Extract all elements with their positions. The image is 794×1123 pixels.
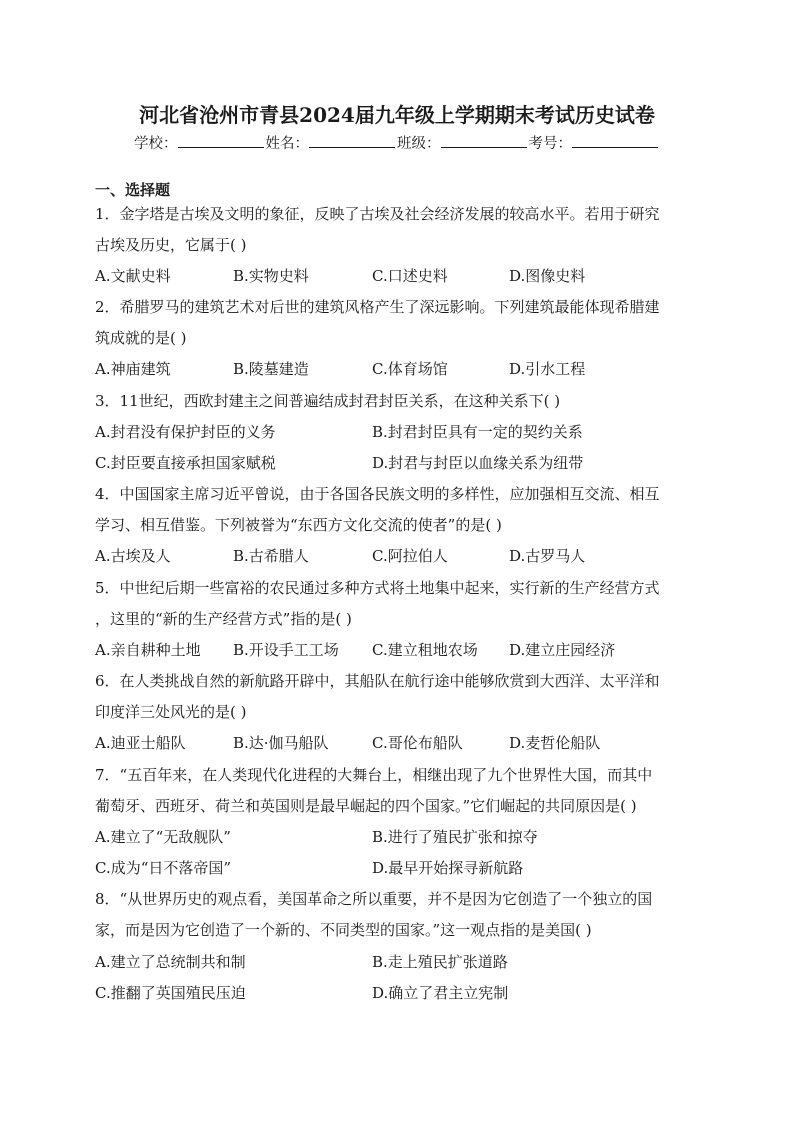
question-5-line-2: ，这里的“新的生产经营方式”指的是( ) bbox=[95, 610, 352, 628]
question-1-line-2: 古埃及历史，它属于( ) bbox=[95, 236, 247, 254]
question-4-line-1: 4．中国国家主席习近平曾说，由于各国各民族文明的多样性，应加强相互交流、相互 bbox=[95, 485, 660, 503]
question-6-line-2: 印度洋三处风光的是( ) bbox=[95, 703, 247, 721]
question-8-line-1: 8．“从世界历史的观点看，美国革命之所以重要，并不是因为它创造了一个独立的国 bbox=[95, 890, 653, 908]
number-label: 考号： bbox=[528, 136, 572, 152]
question-8-line-2: 家，而是因为它创造了一个新的、不同类型的国家。”这一观点指的是美国( ) bbox=[95, 921, 592, 939]
question-3-option-b: B.封君封臣具有一定的契约关系 bbox=[372, 423, 583, 441]
question-2-option-b: B.陵墓建造 bbox=[233, 360, 309, 378]
question-7-option-b: B.进行了殖民扩张和掠夺 bbox=[372, 828, 538, 846]
question-1-option-a: A.文献史料 bbox=[95, 267, 171, 285]
question-7-option-a: A.建立了“无敌舰队” bbox=[95, 828, 231, 846]
question-1-option-c: C.口述史料 bbox=[372, 267, 448, 285]
question-6-line-1: 6．在人类挑战自然的新航路开辟中，其船队在航行途中能够欣赏到大西洋、太平洋和 bbox=[95, 672, 660, 690]
question-8-option-d: D.确立了君主立宪制 bbox=[372, 984, 509, 1002]
question-7-line-1: 7．“五百年来，在人类现代化进程的大舞台上，相继出现了九个世界性大国，而其中 bbox=[95, 766, 653, 784]
question-6-option-a: A.迪亚士船队 bbox=[95, 734, 186, 752]
question-5-line-1: 5．中世纪后期一些富裕的农民通过多种方式将土地集中起来，实行新的生产经营方式 bbox=[95, 579, 660, 597]
question-2-options bbox=[95, 358, 715, 380]
question-3-option-c: C.封臣要直接承担国家赋税 bbox=[95, 454, 276, 472]
section-heading: 一、选择题 bbox=[95, 181, 171, 199]
question-1-line-1: 1．金字塔是古埃及文明的象征，反映了古埃及社会经济发展的较高水平。若用于研究 bbox=[95, 205, 660, 223]
question-4-option-c: C.阿拉伯人 bbox=[372, 547, 448, 565]
school-blank bbox=[178, 133, 264, 148]
question-8-option-a: A.建立了总统制共和制 bbox=[95, 953, 246, 971]
school-label: 学校： bbox=[134, 136, 178, 152]
question-3-option-a: A.封君没有保护封臣的义务 bbox=[95, 423, 276, 441]
student-info-line bbox=[0, 133, 794, 155]
name-blank bbox=[309, 133, 395, 148]
question-2-option-a: A.神庙建筑 bbox=[95, 360, 171, 378]
question-4-options bbox=[95, 545, 715, 567]
question-6-option-b: B.达·伽马船队 bbox=[233, 734, 329, 752]
question-2-option-d: D.引水工程 bbox=[509, 360, 586, 378]
number-blank bbox=[572, 133, 658, 148]
question-2-line-2: 筑成就的是( ) bbox=[95, 329, 187, 347]
question-7-option-c: C.成为“日不落帝国” bbox=[95, 859, 232, 877]
question-1-option-d: D.图像史料 bbox=[509, 267, 586, 285]
question-4-option-d: D.古罗马人 bbox=[509, 547, 586, 565]
question-7-line-2: 葡萄牙、西班牙、荷兰和英国则是最早崛起的四个国家。”它们崛起的共同原因是( ) bbox=[95, 797, 637, 815]
question-4-option-a: A.古埃及人 bbox=[95, 547, 171, 565]
question-4-line-2: 学习、相互借鉴。下列被誉为“东西方文化交流的使者”的是( ) bbox=[95, 516, 502, 534]
question-6-options bbox=[95, 732, 715, 754]
question-8-options-row-2 bbox=[95, 982, 715, 1004]
question-5-option-b: B.开设手工工场 bbox=[233, 641, 339, 659]
question-6-option-d: D.麦哲伦船队 bbox=[509, 734, 601, 752]
question-8-option-b: B.走上殖民扩张道路 bbox=[372, 953, 508, 971]
class-label: 班级： bbox=[397, 136, 441, 152]
question-3-line-1: 3．11世纪，西欧封建主之间普遍结成封君封臣关系，在这种关系下( ) bbox=[95, 392, 561, 410]
question-7-options-row-1 bbox=[95, 826, 715, 848]
question-3-options-row-2 bbox=[95, 452, 715, 474]
question-5-option-d: D.建立庄园经济 bbox=[509, 641, 616, 659]
question-5-options bbox=[95, 639, 715, 661]
question-6-option-c: C.哥伦布船队 bbox=[372, 734, 463, 752]
question-7-option-d: D.最早开始探寻新航路 bbox=[372, 859, 524, 877]
question-5-option-a: A.亲自耕种土地 bbox=[95, 641, 201, 659]
question-5-option-c: C.建立租地农场 bbox=[372, 641, 478, 659]
question-3-option-d: D.封君与封臣以血缘关系为纽带 bbox=[372, 454, 584, 472]
class-blank bbox=[441, 133, 527, 148]
exam-title: 河北省沧州市青县2024届九年级上学期期末考试历史试卷 bbox=[139, 103, 655, 127]
question-8-options-row-1 bbox=[95, 951, 715, 973]
question-2-option-c: C.体育场馆 bbox=[372, 360, 448, 378]
question-3-options-row-1 bbox=[95, 421, 715, 443]
question-7-options-row-2 bbox=[95, 857, 715, 879]
name-label: 姓名： bbox=[265, 136, 309, 152]
question-1-option-b: B.实物史料 bbox=[233, 267, 309, 285]
question-1-options bbox=[95, 265, 715, 287]
question-4-option-b: B.古希腊人 bbox=[233, 547, 309, 565]
question-8-option-c: C.推翻了英国殖民压迫 bbox=[95, 984, 246, 1002]
question-2-line-1: 2．希腊罗马的建筑艺术对后世的建筑风格产生了深远影响。下列建筑最能体现希腊建 bbox=[95, 298, 660, 316]
